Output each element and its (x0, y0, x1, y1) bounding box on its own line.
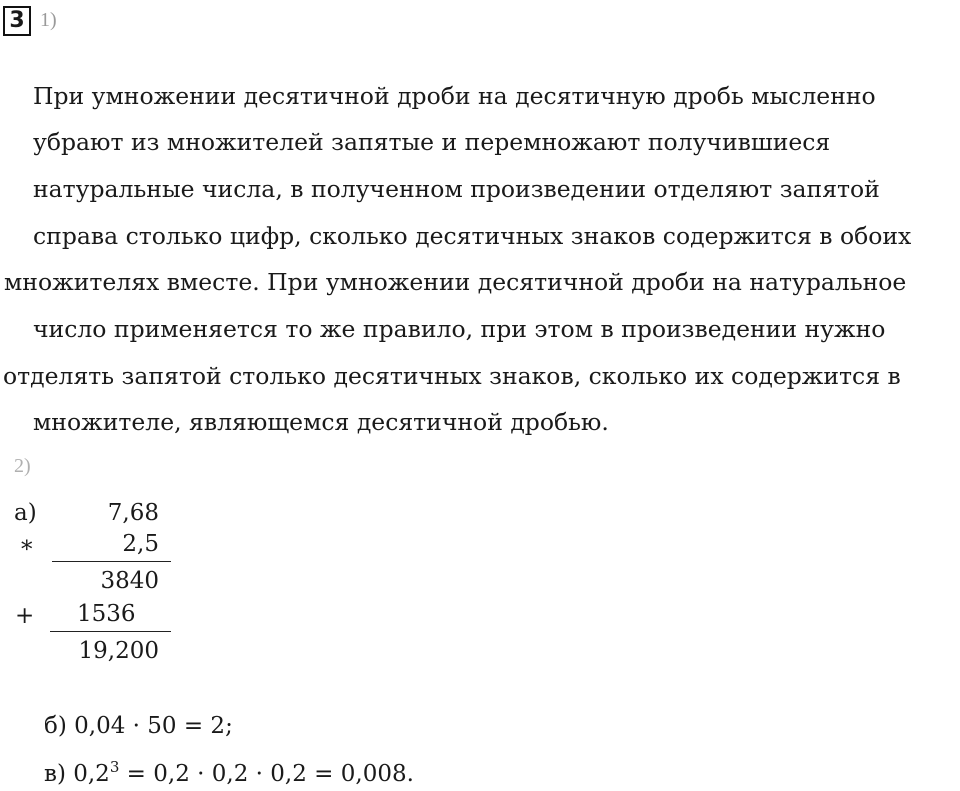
plus-sign: + (15, 603, 35, 629)
part2-label: 2) (14, 455, 31, 477)
addition-rule (50, 631, 171, 632)
multiplier: 2,5 (122, 531, 159, 557)
paragraph-line: множителях вместе. При умножении десятичной дроби на натуральное (4, 268, 907, 296)
partial-product-2: 1536 (77, 601, 136, 627)
item-a-label: а) (14, 500, 37, 526)
paragraph-line: отделять запятой столько десятичных знаков, сколько их содержится в (3, 362, 901, 390)
multiplicand: 7,68 (107, 500, 159, 526)
product-result: 19,200 (78, 638, 159, 664)
task-number: 3 (9, 8, 25, 33)
partial-product-1: 3840 (100, 568, 159, 594)
paragraph-line: множителе, являющемся десятичной дробью. (33, 408, 609, 436)
item-b-formula: б) 0,04 · 50 = 2; (44, 713, 233, 739)
item-c-suffix: = 0,2 · 0,2 · 0,2 = 0,008. (119, 761, 414, 787)
task-number-box (3, 6, 31, 36)
multiplication-rule (52, 561, 171, 562)
item-c-exponent: 3 (109, 758, 120, 776)
item-c-prefix: в) 0,2 (44, 761, 110, 787)
part1-label: 1) (40, 9, 57, 31)
times-sign: * (21, 537, 33, 563)
paragraph-line: натуральные числа, в полученном произведении отделяют запятой (33, 175, 880, 203)
paragraph-line: число применяется то же правило, при этом в произведении нужно (33, 315, 886, 343)
paragraph-line: справа столько цифр, сколько десятичных знаков содержится в обоих (33, 222, 912, 250)
paragraph-line: убрают из множителей запятые и перемножают получившиеся (33, 128, 831, 156)
paragraph-line: При умножении десятичной дроби на десятичную дробь мысленно (33, 82, 876, 110)
item-c-formula (44, 759, 414, 789)
